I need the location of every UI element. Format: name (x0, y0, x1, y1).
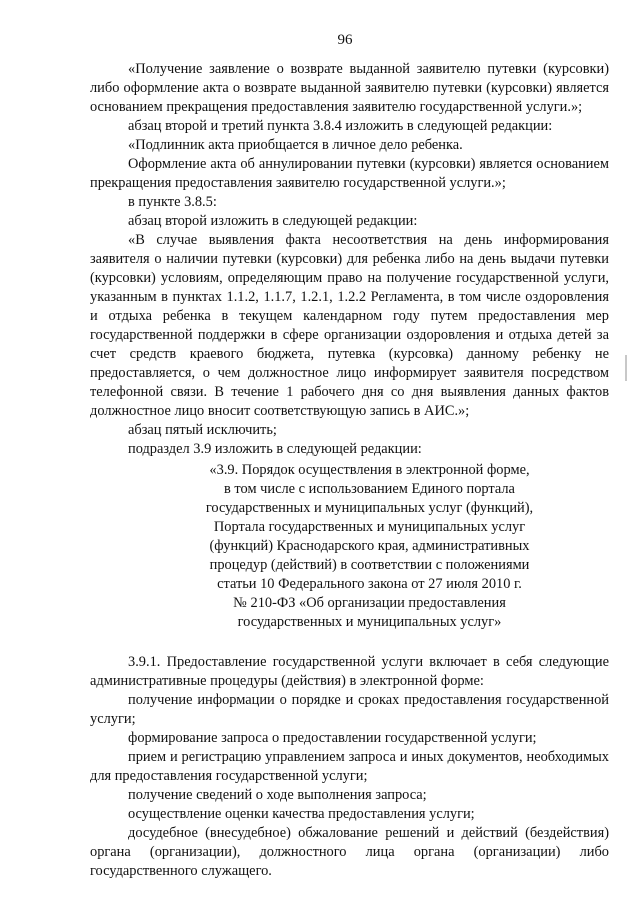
heading-line: государственных и муниципальных услуг» (237, 614, 502, 630)
heading-line: государственных и муниципальных услуг (функций), (205, 500, 534, 516)
paragraph: получение сведений о ходе выполнения запроса; (128, 787, 427, 803)
paragraph: в пункте 3.8.5: (128, 194, 217, 210)
paragraph: абзац пятый исключить; (128, 422, 277, 438)
paragraph: осуществление оценки качества предоставления услуги; (128, 806, 475, 822)
heading-line: Портала государственных и муниципальных услуг (213, 519, 526, 535)
paragraph: прием и регистрацию управлением запроса и иных документов, необходимых для предоставления государственной услуги; (90, 749, 609, 784)
document-body (90, 60, 609, 881)
paragraph: подраздел 3.9 изложить в следующей редакции: (128, 441, 422, 457)
page-number: 96 (337, 32, 353, 48)
paragraph: досудебное (внесудебное) обжалование решений и действий (бездействия) органа (организации), должностного лица органа (организации) либо государственного служащего. (90, 825, 609, 879)
paragraph: формирование запроса о предоставлении государственной услуги; (128, 730, 537, 746)
paragraph: «Получение заявление о возврате выданной заявителю путевки (курсовки) либо оформление акта о возврате выданной заявителю путевки (курсовки) является основанием прекращения предоставления заявителю государственной услуги.»; (90, 61, 609, 115)
paragraph: «Подлинник акта приобщается в личное дело ребенка. (128, 137, 463, 153)
section-heading (90, 461, 609, 632)
paragraph: абзац второй изложить в следующей редакции: (128, 213, 418, 229)
heading-line: «3.9. Порядок осуществления в электронной форме, (209, 462, 530, 478)
heading-line: в том числе с использованием Единого портала (224, 481, 515, 497)
paragraph: абзац второй и третий пункта 3.8.4 изложить в следующей редакции: (128, 118, 553, 134)
paragraph: «В случае выявления факта несоответствия на день информирования заявителя о наличии путевки (курсовки) для ребенка либо на день выдачи путевки (курсовки) условиям, определяющим право на получение государственной услуги, указанным в пунктах 1.1.2, 1.1.7, 1.2.1, 1.2.2 Регламента, в том числе оздоровления и отдыха ребенка в текущем календарном году путем предоставления мер государственной поддержки в сфере организации оздоровления и отдыха детей за счет средств краевого бюджета, путевка (курсовка) данному ребенку не предоставляется, о чем должностное лицо информирует заявителя посредством телефонной связи. В течение 1 рабочего дня со дня выявления данных фактов должностное лицо вносит соответствующую запись в АИС.»; (90, 232, 609, 419)
heading-line: (функций) Краснодарского края, административных (209, 538, 530, 554)
paragraph: получение информации о порядке и сроках предоставления государственной услуги; (90, 692, 609, 727)
heading-line: процедур (действий) в соответствии с положениями (209, 557, 530, 573)
paragraph: Оформление акта об аннулировании путевки (курсовки) является основанием прекращения предоставления заявителю государственной услуги.»; (90, 156, 609, 191)
paragraph: 3.9.1. Предоставление государственной услуги включает в себя следующие административные процедуры (действия) в электронной форме: (90, 654, 609, 689)
spacer (90, 632, 609, 653)
heading-line: статьи 10 Федерального закона от 27 июля 2010 г. (217, 576, 522, 592)
scan-artifact (625, 355, 627, 381)
heading-line: № 210-ФЗ «Об организации предоставления (233, 595, 506, 611)
